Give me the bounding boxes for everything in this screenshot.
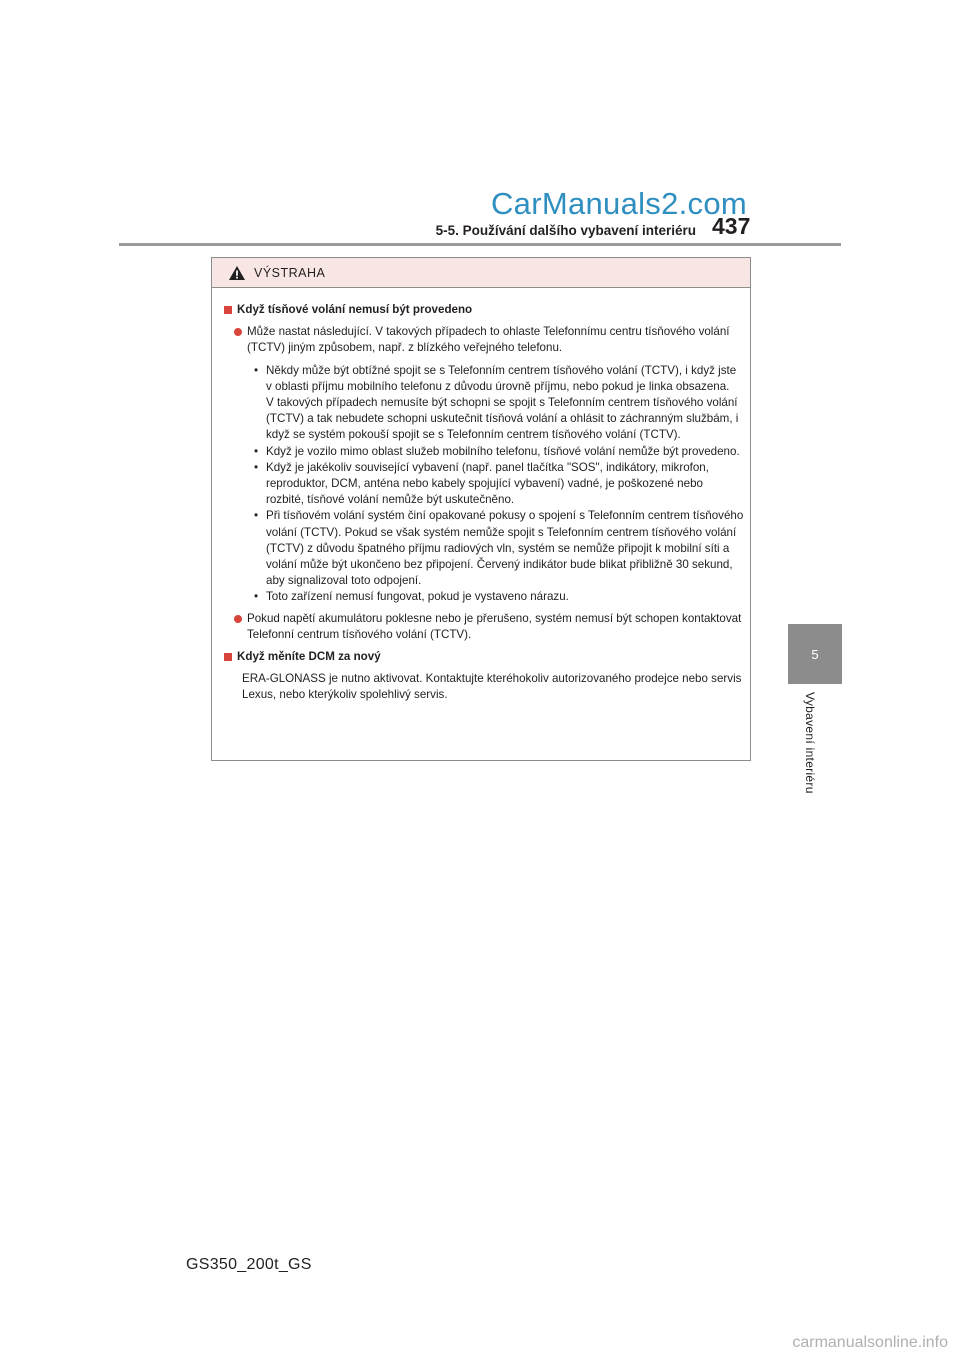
list-item-text: Může nastat následující. V takových případech to ohlaste Telefonnímu centru tísňového volání (TCTV) jiným způsobem, např. z blízkého veřejného telefonu. <box>247 325 730 355</box>
chapter-tab-label: Vybavení interiéru <box>803 692 817 794</box>
warning-box <box>211 257 751 761</box>
list-item-text: Pokud napětí akumulátoru poklesne nebo je přerušeno, systém nemusí být schopen kontaktovat Telefonní centrum tísňového volání (TCTV). <box>247 611 742 641</box>
dot-bullet: • <box>254 444 259 458</box>
section-paragraph: ERA-GLONASS je nutno aktivovat. Kontaktujte kteréhokoliv autorizovaného prodejce nebo servis Lexus, nebo kterýkoliv spolehlivý servis. <box>242 672 742 702</box>
page-number: 437 <box>712 213 751 239</box>
list-item <box>234 611 744 643</box>
square-bullet-icon <box>224 306 232 314</box>
sub-list-item-text: Když je jakékoliv související vybavení (např. panel tlačítka "SOS", indikátory, mikrofon, reproduktor, DCM, anténa nebo kabely spojující vybavení) vadné, je poškozené nebo rozbité, tísňové volání nemůže být uskutečněno. <box>266 460 709 507</box>
warning-body <box>212 288 750 704</box>
sub-list-item <box>254 444 744 460</box>
sub-list-item <box>254 460 744 509</box>
sub-list-item <box>254 589 744 605</box>
sub-list <box>254 363 744 606</box>
warning-header <box>212 258 750 288</box>
section-header-title: 5-5. Používání dalšího vybavení interiéru <box>435 223 696 238</box>
sub-list-item-text: Při tísňovém volání systém činí opakované pokusy o spojení s Telefonním centrem tísňového volání (TCTV). Pokud se však systém nemůže spojit s Telefonním centrem tísňového volání (TCTV) z důvodu špatného příjmu radiových vln, systém se nemůže připojit k mobilní síti a volání může být ukončeno bez připojení. Červený indikátor bude blikat přibližně 30 sekund, aby signalizoval toto odpojení. <box>266 509 744 588</box>
footer-watermark: carmanualsonline.info <box>792 1334 948 1351</box>
dot-bullet: • <box>254 590 259 604</box>
footer-model-code: GS350_200t_GS <box>186 1256 312 1273</box>
section-heading-emergency <box>224 302 744 318</box>
circle-bullet-icon <box>234 328 242 336</box>
section-heading-text: Když měníte DCM za nový <box>237 650 381 664</box>
chapter-tab <box>788 624 842 684</box>
sub-list-item <box>254 395 744 444</box>
warning-triangle-icon <box>228 265 246 281</box>
dot-bullet: • <box>254 363 259 377</box>
sub-list-item-text: Někdy může být obtížné spojit se s Telefonním centrem tísňového volání (TCTV), i když jste v oblasti příjmu mobilního telefonu z důvodu úrovně příjmu, nebo pokud je linka obsazena. <box>266 363 737 393</box>
sub-list-item-text: Když je vozilo mimo oblast služeb mobilního telefonu, tísňové volání nemůže být provedeno. <box>266 444 740 458</box>
sub-list-item <box>254 363 744 395</box>
sub-list-item-text: V takových případech nemusíte být schopni se spojit s Telefonním centrem tísňového volání (TCTV) a tak nebudete schopni uskutečnit tísňová volání a ohlásit to záchranným službám, i když se systém pokouší spojit se s Telefonním centrem tísňového volání (TCTV). <box>266 396 739 442</box>
list-item <box>234 324 744 356</box>
carmanuals-watermark: CarManuals2.com <box>490 186 748 221</box>
sub-list-item <box>254 508 744 589</box>
dot-bullet: • <box>254 509 259 523</box>
header-divider <box>119 243 841 246</box>
section-heading-text: Když tísňové volání nemusí být provedeno <box>237 303 473 316</box>
square-bullet-icon <box>224 653 232 661</box>
section-heading-dcm <box>224 649 744 665</box>
warning-title: VÝSTRAHA <box>254 265 326 280</box>
sub-list-item-text: Toto zařízení nemusí fungovat, pokud je vystaveno nárazu. <box>266 590 569 604</box>
chapter-tab-number: 5 <box>811 646 819 662</box>
dot-bullet: • <box>254 460 259 474</box>
circle-bullet-icon <box>234 615 242 623</box>
